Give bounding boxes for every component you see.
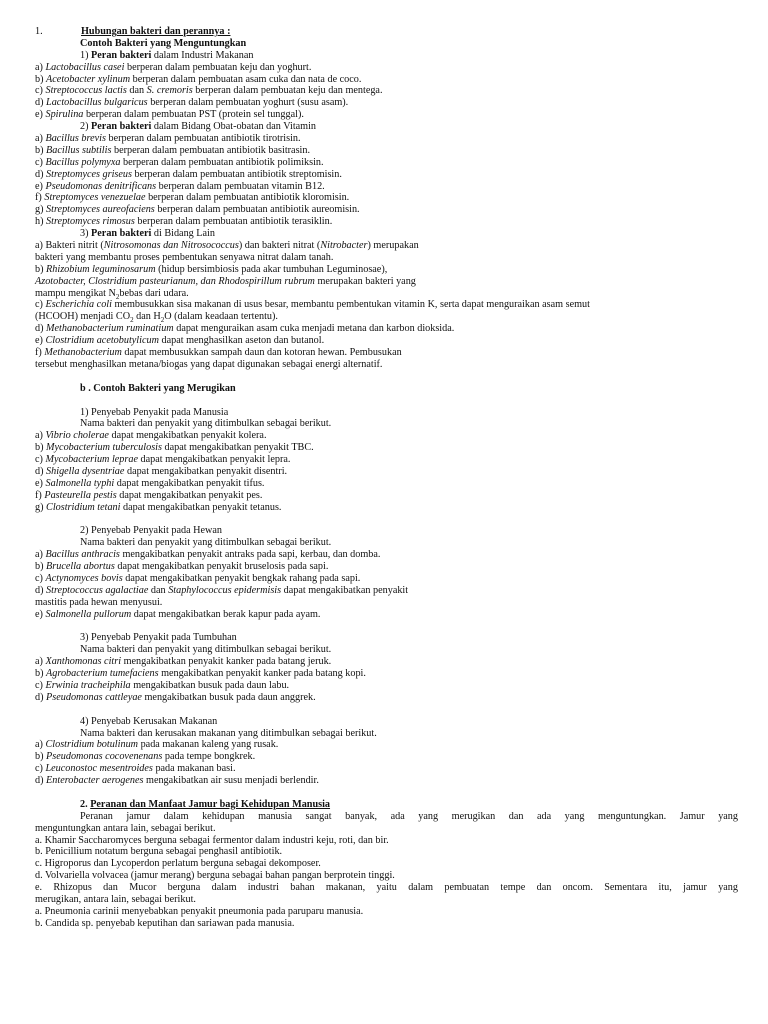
species-name: Mycobacterium tuberculosis	[46, 442, 162, 454]
sub1-bold: Peran bakteri	[91, 49, 152, 61]
species-name: Brucella abortus	[46, 561, 115, 573]
sub2-item	[0, 204, 768, 216]
item-text: berperan dalam pembuatan antibiotik aureomisin.	[154, 204, 360, 216]
sub2-item	[0, 169, 768, 181]
sub2-pre: 2)	[80, 121, 92, 133]
item-marker: a)	[35, 739, 46, 751]
sub1-item	[0, 74, 768, 86]
sub1-item	[0, 97, 768, 109]
group-item	[0, 680, 768, 692]
item-text: berperan dalam pembuatan antibiotik kloromisin.	[145, 192, 350, 204]
text: (HCOOH) menjadi CO	[35, 311, 131, 323]
group-item	[0, 668, 768, 680]
jamur-item: a. Pneumonia carinii menyebabkan penyakit pneumonia pada paruparu manusia.	[35, 905, 364, 917]
jamur-item-e-line1: e. Rhizopus dan Mucor berguna dalam industri bahan makanan, yaitu dalam pembuatan tempe dan oncom. Sementara itu, jamur yang	[35, 882, 738, 894]
section-a-title: Contoh Bakteri yang Menguntungkan	[80, 37, 247, 49]
item-marker: d)	[35, 168, 47, 180]
item-marker: d)	[35, 465, 47, 477]
item-text: dapat mengakibatkan berak kapur pada ayam.	[131, 608, 321, 620]
sub2-bold: Peran bakteri	[91, 121, 152, 133]
item-marker: b)	[35, 751, 47, 763]
group-item	[0, 775, 768, 787]
item-marker: b)	[35, 668, 47, 680]
species-name: Pseudomonas denitrificans	[45, 180, 157, 192]
item-text: mengakibatkan busuk pada daun anggrek.	[141, 691, 316, 703]
item-marker: f)	[35, 192, 45, 204]
item-marker: e)	[35, 109, 46, 121]
sub2-item	[0, 181, 768, 193]
sub1-rest: dalam Industri Makanan	[151, 49, 254, 61]
species-name: Bacillus anthracis	[45, 549, 120, 561]
item-marker: a)	[35, 133, 46, 145]
group-title: 1) Penyebab Penyakit pada Manusia	[80, 406, 229, 418]
item-marker: b)	[35, 561, 47, 573]
item-marker: c)	[35, 156, 46, 168]
species-name: Pasteurella pestis	[44, 489, 117, 501]
group-item	[0, 609, 768, 621]
text: dapat membusukkan sampah daun dan kotoran hewan. Pembusukan	[121, 347, 402, 359]
item-text: berperan dalam pembuatan yoghurt (susu asam).	[147, 97, 349, 109]
sub1-item	[0, 62, 768, 74]
jamur-paragraph-line1: Peranan jamur dalam kehidupan manusia sangat banyak, ada yang merugikan dan ada yang menguntungkan. Jamur yang	[80, 810, 738, 822]
section-b-title: b . Contoh Bakteri yang Merugikan	[80, 382, 236, 394]
group-item	[0, 549, 768, 561]
species: Nitrobacter	[320, 240, 368, 252]
item-text: mengakibatkan penyakit kanker pada batang kopi.	[158, 668, 366, 680]
species-name: Erwinia tracheiphila	[45, 679, 131, 691]
species-name: Actynomyces bovis	[45, 572, 123, 584]
jamur-item: a. Khamir Saccharomyces berguna sebagai fermentor dalam industri keju, roti, dan bir.	[35, 834, 389, 846]
jamur-item: b. Candida sp. penyebab keputihan dan sariawan pada manusia.	[35, 917, 295, 929]
species-name: Streptomyces venezuelae	[44, 192, 146, 204]
heading-1-title: Hubungan bakteri dan perannya :	[81, 26, 231, 37]
item-text: dapat mengakibatkan penyakit kolera.	[108, 430, 267, 442]
item-marker: f)	[35, 489, 45, 501]
group-item	[0, 478, 768, 490]
group-item	[0, 597, 768, 609]
item-marker: b)	[35, 442, 47, 454]
group-item	[0, 573, 768, 585]
species-name: Bacillus subtilis	[46, 144, 112, 156]
sub2-item	[0, 157, 768, 169]
text: ) merupakan	[367, 240, 419, 252]
species-name: Pseudomonas cocovenenans	[46, 751, 163, 763]
item-marker: a)	[35, 656, 46, 668]
group-item	[0, 454, 768, 466]
sub3-item-a-line2: bakteri yang membantu proses pembentukan senyawa nitrat dalam tanah.	[35, 251, 334, 263]
group-intro: Nama bakteri dan penyakit yang ditimbulkan sebagai berikut.	[80, 418, 332, 430]
item-text: pada tempe bongkrek.	[162, 751, 256, 763]
sub1-pre: 1)	[80, 49, 92, 61]
item-text: dapat mengakibatkan penyakit	[281, 584, 409, 596]
group-item	[0, 739, 768, 751]
species-name: Clostridium botulinum	[45, 739, 139, 751]
text: merupakan bakteri yang	[314, 275, 416, 287]
heading-2-number: 2.	[80, 798, 88, 810]
item-marker: a)	[35, 61, 46, 73]
species-name: Acetobacter xylinum	[46, 73, 131, 85]
sub3-item-e	[0, 335, 768, 347]
item-marker: c)	[35, 763, 46, 775]
item-marker: h)	[35, 216, 47, 228]
sub2-item	[0, 192, 768, 204]
group-item	[0, 561, 768, 573]
item-text: berperan dalam pembuatan antibiotik streptomisin.	[131, 168, 342, 180]
sub3-item-d	[0, 323, 768, 335]
item-text: berperan dalam pembuatan asam cuka dan nata de coco.	[130, 73, 362, 85]
text: dapat menguraikan asam cuka menjadi metana dan karbon dioksida.	[173, 323, 455, 335]
item-marker: d)	[35, 775, 47, 787]
item-text: dapat mengakibatkan penyakit TBC.	[161, 442, 314, 454]
text: bebas dari udara.	[119, 287, 189, 299]
group-title: 4) Penyebab Kerusakan Makanan	[80, 715, 218, 727]
group-title: 2) Penyebab Penyakit pada Hewan	[80, 525, 223, 537]
species-name: Xanthomonas citri	[45, 656, 122, 668]
text: membusukkan sisa makanan di usus besar, membantu pembentukan vitamin K, serta dapat menguraikan asam semut	[111, 299, 590, 311]
sub3-item-c-line2	[0, 311, 768, 323]
sub2-rest: dalam Bidang Obat-obatan dan Vitamin	[151, 121, 317, 133]
item-marker: a)	[35, 430, 46, 442]
item-text: dapat mengakibatkan penyakit disentri.	[124, 465, 288, 477]
text: b)	[35, 263, 47, 275]
item-marker: e)	[35, 180, 46, 192]
item-text: pada makanan basi.	[152, 763, 236, 775]
group-item	[0, 430, 768, 442]
sub3-bold: Peran bakteri	[91, 228, 152, 240]
group-title: 3) Penyebab Penyakit pada Tumbuhan	[80, 632, 237, 644]
species-name: Shigella dysentriae	[46, 465, 125, 477]
item-text: mengakibatkan penyakit kanker pada batang jeruk.	[121, 656, 332, 668]
item-text: dapat mengakibatkan penyakit bengkak rahang pada sapi.	[122, 572, 361, 584]
sub3-item-f-line2: tersebut menghasilkan metana/biogas yang dapat digunakan sebagai energi alternatif.	[35, 358, 383, 370]
group-item	[0, 751, 768, 763]
sub2-item	[0, 145, 768, 157]
item-text: berperan dalam pembuatan PST (protein sel tunggal).	[83, 109, 304, 121]
text: mampu mengikat N	[35, 287, 116, 299]
jamur-item: b. Penicillium notatum berguna sebagai penghasil antibiotik.	[35, 846, 283, 858]
jamur-paragraph-line2: menguntungkan antara lain, sebagai berikut.	[35, 822, 216, 834]
group-item	[0, 585, 768, 597]
group-intro: Nama bakteri dan kerusakan makanan yang ditimbulkan sebagai berikut.	[80, 727, 377, 739]
text: f)	[35, 347, 45, 359]
group-item	[0, 502, 768, 514]
text: dan H	[133, 311, 161, 323]
item-text: dapat mengakibatkan penyakit tetanus.	[120, 501, 282, 513]
sub3-item-f-line1	[0, 347, 768, 359]
species-name: Streptococcus lactis	[45, 85, 127, 97]
item-text: berperan dalam pembuatan antibiotik tirotrisin.	[105, 133, 301, 145]
sub2-title	[0, 121, 768, 133]
sub3-item-b-line2	[0, 276, 768, 288]
item-text: berperan dalam pembuatan vitamin B12.	[156, 180, 325, 192]
item-text: mengakibatkan penyakit antraks pada sapi, kerbau, dan domba.	[119, 549, 381, 561]
sub2-item	[0, 216, 768, 228]
species-name: Streptomyces aureofaciens	[46, 204, 155, 216]
heading-1-number: 1.	[35, 26, 43, 37]
item-text: dapat mengakibatkan penyakit bruselosis pada sapi.	[114, 561, 329, 573]
item-marker: b)	[35, 73, 47, 85]
item-text: pada makanan kaleng yang rusak.	[138, 739, 279, 751]
jamur-benefit-list	[0, 835, 768, 883]
item-text: berperan dalam pembuatan antibiotik basitrasin.	[111, 144, 311, 156]
species: Rhizobium leguminosarum	[46, 263, 156, 275]
item-marker: d)	[35, 584, 47, 596]
text: d)	[35, 323, 47, 335]
species-name: Staphylococcus epidermisis	[168, 584, 282, 596]
group-intro: Nama bakteri dan penyakit yang ditimbulkan sebagai berikut.	[80, 644, 332, 656]
spacer	[0, 514, 768, 526]
item-marker: c)	[35, 679, 46, 691]
item-marker: d)	[35, 691, 47, 703]
species: Azotobacter, Clostridium pasteurianum, dan Rhodospirillum rubrum	[35, 275, 315, 287]
spacer	[0, 787, 768, 799]
species-name: Enterobacter aerogenes	[46, 775, 144, 787]
item-marker: e)	[35, 608, 46, 620]
item-text: dapat mengakibatkan penyakit lepra.	[137, 454, 291, 466]
harmful-groups	[0, 395, 768, 799]
sub3-item-b-line1	[0, 264, 768, 276]
species-name: Salmonella pullorum	[45, 608, 132, 620]
sub2-item	[0, 133, 768, 145]
group-item	[0, 656, 768, 668]
item-marker: b)	[35, 144, 47, 156]
species-name: Lactobacillus bulgaricus	[46, 97, 148, 109]
species: Methanobacterium	[44, 347, 122, 359]
jamur-item: c. Higroporus dan Lycoperdon perlatum berguna sebagai dekomposer.	[35, 858, 321, 870]
sub3-item-a-line1	[0, 240, 768, 252]
species-name: Clostridium tetani	[46, 501, 121, 513]
sub3-rest: di Bidang Lain	[151, 228, 215, 240]
item-text: berperan dalam pembuatan antibiotik polimiksin.	[120, 156, 324, 168]
item-marker: c)	[35, 454, 46, 466]
item-text: dapat mengakibatkan penyakit pes.	[116, 489, 263, 501]
item-marker: d)	[35, 97, 47, 109]
jamur-harm-list	[0, 906, 768, 930]
species-name: Bacillus brevis	[45, 133, 106, 145]
group-intro: Nama bakteri dan penyakit yang ditimbulkan sebagai berikut.	[80, 537, 332, 549]
species-name: Lactobacillus casei	[45, 61, 125, 73]
sub1-list	[0, 62, 768, 121]
spacer	[0, 395, 768, 407]
heading-2-title: Peranan dan Manfaat Jamur bagi Kehidupan Manusia	[90, 798, 331, 810]
text: ) dan bakteri nitrat (	[238, 240, 321, 252]
spacer	[0, 704, 768, 716]
jamur-item-e-line2: merugikan, antara lain, sebagai berikut.	[35, 894, 196, 906]
group-item	[0, 466, 768, 478]
spacer	[0, 621, 768, 633]
text: dapat menghasilkan aseton dan butanol.	[158, 335, 325, 347]
sub3-item-b-line3	[0, 288, 768, 300]
text: O (dalam keadaan tertentu).	[164, 311, 278, 323]
heading-1	[0, 26, 768, 38]
sub3-pre: 3)	[80, 228, 92, 240]
species: Methanobacterium ruminatium	[46, 323, 174, 335]
species-name: Salmonella typhi	[45, 477, 115, 489]
item-marker: c)	[35, 85, 46, 97]
group-item	[0, 490, 768, 502]
group-item	[0, 442, 768, 454]
item-text: mengakibatkan busuk pada daun labu.	[130, 679, 290, 691]
sub3-title	[0, 228, 768, 240]
item-text: berperan dalam pembuatan antibiotik terasiklin.	[134, 216, 333, 228]
sub2-list	[0, 133, 768, 228]
species-name: Mycobacterium leprae	[45, 454, 138, 466]
sub1-item	[0, 109, 768, 121]
species: Escherichia coli	[45, 299, 112, 311]
subscript: 2	[115, 292, 120, 301]
item-text: berperan dalam pembuatan keju dan mentega.	[192, 85, 383, 97]
text: c)	[35, 299, 46, 311]
sub3-item-c-line1	[0, 299, 768, 311]
species-name: S. cremoris	[146, 85, 193, 97]
species-name: Streptomyces rimosus	[46, 216, 135, 228]
item-text: mastitis pada hewan menyusui.	[35, 596, 163, 608]
item-marker: c)	[35, 572, 46, 584]
text: (hidup bersimbiosis pada akar tumbuhan Leguminosae),	[155, 263, 388, 275]
species-name: Streptomyces griseus	[46, 168, 132, 180]
species-name: Agrobacterium tumefaciens	[46, 668, 159, 680]
species-name: Pseudomonas cattleyae	[46, 691, 142, 703]
spacer	[0, 371, 768, 383]
subscript: 2	[130, 316, 134, 325]
item-text: dan	[148, 584, 169, 596]
species-name: Leuconostoc mesentroides	[45, 763, 153, 775]
item-marker: g)	[35, 501, 47, 513]
item-text: dan	[126, 85, 147, 97]
group-item	[0, 692, 768, 704]
heading-2	[0, 799, 768, 811]
species-name: Vibrio cholerae	[45, 430, 109, 442]
item-text: dapat mengakibatkan penyakit tifus.	[114, 477, 265, 489]
item-marker: e)	[35, 477, 46, 489]
species: Nitrosomonas dan Nitrosococcus	[103, 240, 239, 252]
species-name: Streptococcus agalactiae	[46, 584, 149, 596]
species-name: Spirulina	[45, 109, 84, 121]
item-text: berperan dalam pembuatan keju dan yoghurt.	[124, 61, 312, 73]
text: e)	[35, 335, 46, 347]
text: a) Bakteri nitrit (	[35, 240, 104, 252]
species: Clostridium acetobutylicum	[45, 335, 159, 347]
sub1-item	[0, 85, 768, 97]
subscript: 2	[160, 316, 165, 325]
jamur-item: d. Volvariella volvacea (jamur merang) berguna sebagai bahan pangan berprotein tinggi.	[35, 870, 395, 882]
document-page	[0, 26, 768, 930]
item-text: mengakibatkan air susu menjadi berlendir.	[143, 775, 319, 787]
sub1-title	[0, 50, 768, 62]
species-name: Bacillus polymyxa	[45, 156, 121, 168]
item-marker: a)	[35, 549, 46, 561]
item-marker: g)	[35, 204, 47, 216]
group-item	[0, 763, 768, 775]
